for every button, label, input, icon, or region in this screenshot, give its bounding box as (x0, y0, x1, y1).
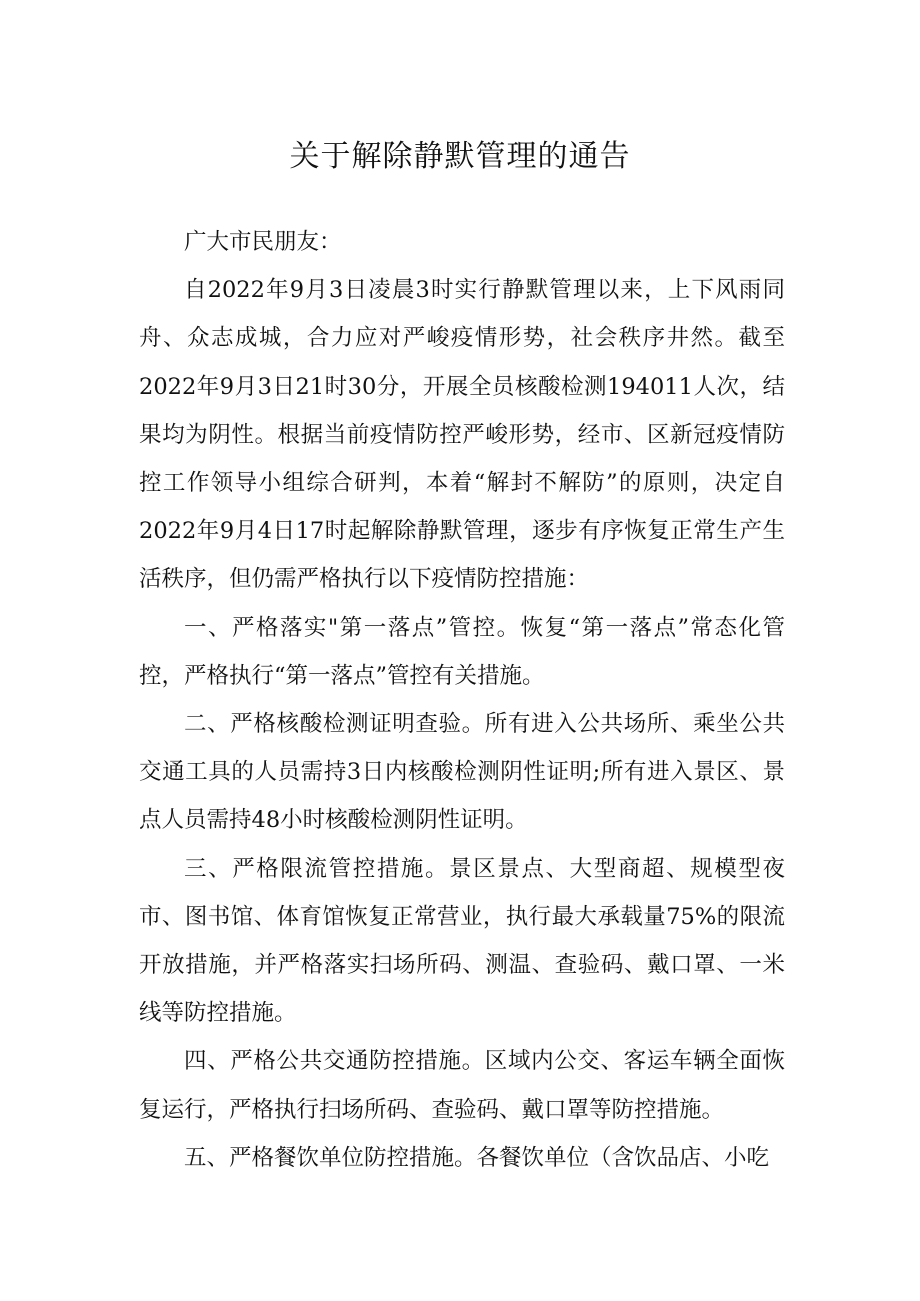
paragraph-item-3: 三、严格限流管控措施。景区景点、大型商超、规模型夜市、图书馆、体育馆恢复正常营业，执行最大承载量75%的限流开放措施，并严格落实扫场所码、测温、查验码、戴口罩、一米线等防控措施。 (139, 855, 785, 1027)
greeting: 广大市民朋友： (184, 229, 342, 255)
paragraph-item-4: 四、严格公共交通防控措施。区域内公交、客运车辆全面恢复运行，严格执行扫场所码、查验码、戴口罩等防控措施。 (139, 1048, 785, 1123)
document-title: 关于解除静默管理的通告 (289, 139, 631, 174)
paragraph-intro: 自2022年9月3日凌晨3时实行静默管理以来，上下风雨同舟、众志成城，合力应对严峻疫情形势，社会秩序井然。截至2022年9月3日21时30分，开展全员核酸检测194011人次，结果均为阴性。根据当前疫情防控严峻形势，经市、区新冠疫情防控工作领导小组综合研判，本着“解封不解防”的原则，决定自2022年9月4日17时起解除静默管理，逐步有序恢复正常生产生活秩序，但仍需严格执行以下疫情防控措施： (139, 277, 785, 593)
paragraph-item-1: 一、严格落实"第一落点”管控。恢复“第一落点”常态化管控，严格执行“第一落点”管控有关措施。 (139, 614, 785, 689)
paragraph-item-2: 二、严格核酸检测证明查验。所有进入公共场所、乘坐公共交通工具的人员需持3日内核酸检测阴性证明;所有进入景区、景点人员需持48小时核酸检测阴性证明。 (139, 711, 785, 834)
document-body (139, 218, 785, 1182)
paragraph-item-5: 五、严格餐饮单位防控措施。各餐饮单位（含饮品店、小吃 (184, 1144, 770, 1171)
